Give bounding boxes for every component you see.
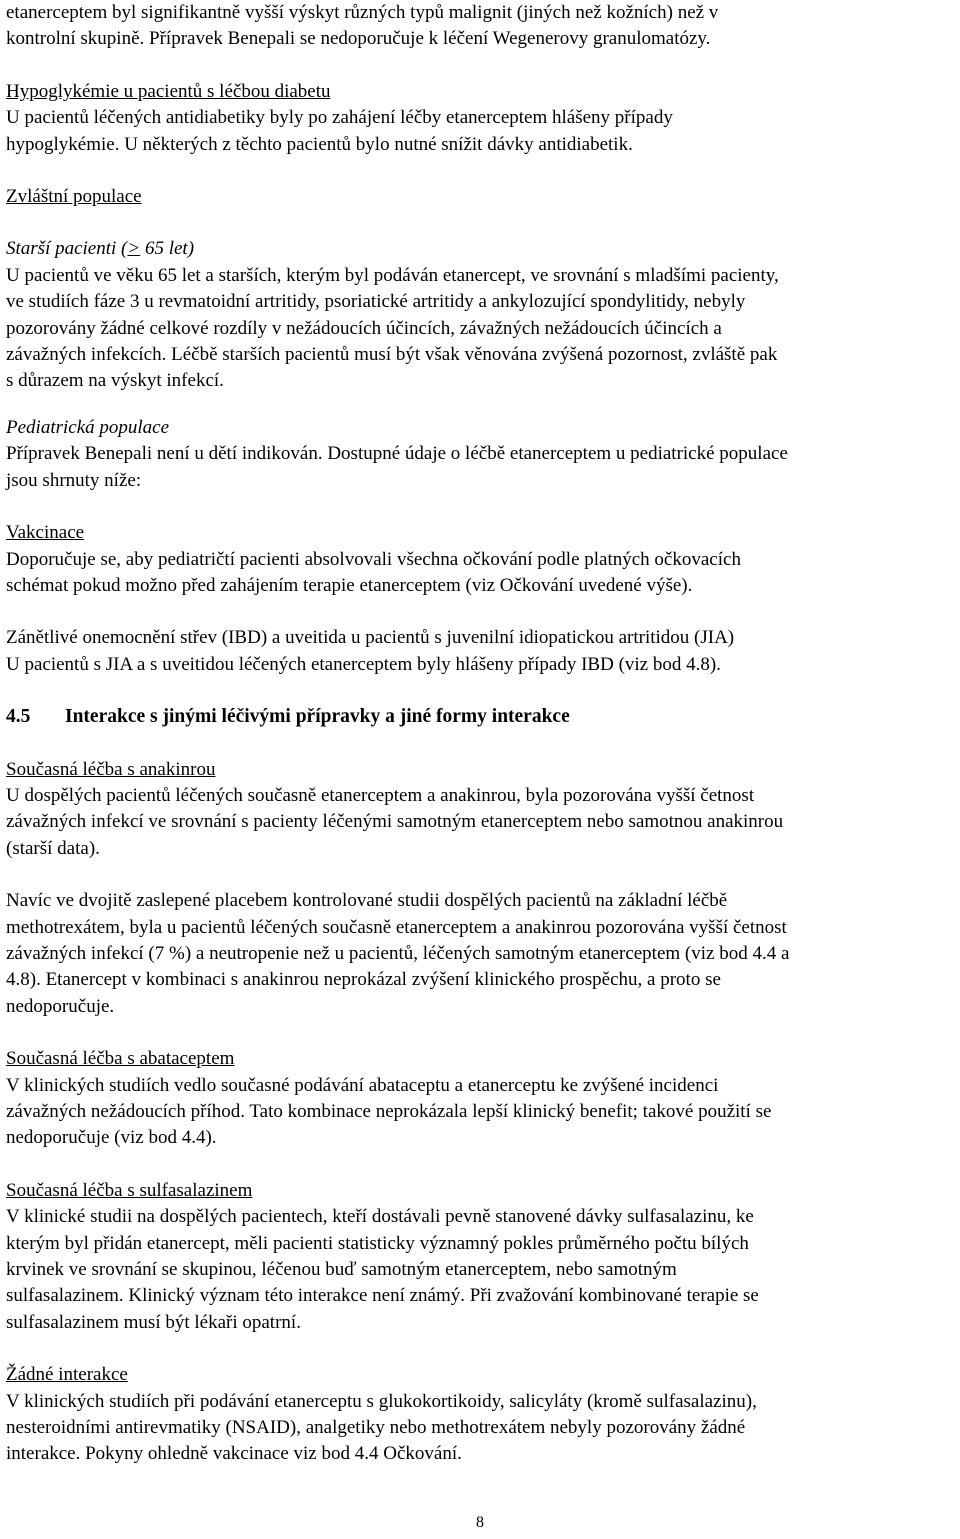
text-line: závažných infekcí ve srovnání s pacienty léčenými samotným etanerceptem nebo samotnou anakinrou bbox=[6, 811, 784, 833]
text-line: U pacientů s JIA a s uveitidou léčených etanerceptem byly hlášeny případy IBD (viz bod 4.8). bbox=[6, 653, 721, 675]
text-line: nedoporučuje (viz bod 4.4). bbox=[6, 1127, 217, 1149]
pediatric-section bbox=[6, 415, 956, 494]
text-line: V klinické studii na dospělých pacientech, kteří dostávali pevně stanovené dávky sulfasalazinu, ke bbox=[6, 1206, 754, 1228]
elderly-section bbox=[6, 236, 956, 394]
ibd-section bbox=[6, 625, 956, 678]
sulfasalazine-section bbox=[6, 1178, 956, 1336]
section-4-5-heading bbox=[6, 704, 956, 730]
text-line: krvinek ve srovnání se skupinou, léčenou buď samotným etanerceptem, nebo samotným bbox=[6, 1259, 677, 1281]
intro-paragraph bbox=[6, 0, 956, 53]
text-line: závažných nežádoucích příhod. Tato kombinace neprokázala lepší klinický benefit; takové použití se bbox=[6, 1101, 772, 1122]
text-line: U pacientů léčených antidiabetiky byly po zahájení léčby etanerceptem hlášeny případy bbox=[6, 107, 673, 129]
document-page bbox=[6, 0, 956, 1468]
abatacept-section bbox=[6, 1046, 956, 1152]
text-line: Doporučuje se, aby pediatričtí pacienti absolvovali všechna očkování podle platných očkovacích bbox=[6, 548, 741, 570]
text-line: nedoporučuje. bbox=[6, 995, 115, 1017]
text-line: závažných infekcích. Léčbě starších pacientů musí být však věnována zvýšená pozornost, zvláště pak bbox=[6, 344, 778, 366]
text-line: Přípravek Benepali není u dětí indikován. Dostupné údaje o léčbě etanerceptem u pediatrické populace bbox=[6, 443, 788, 465]
text-line: V klinických studiích při podávání etanerceptu s glukokortikoidy, salicyláty (kromě sulfasalazinu), bbox=[6, 1390, 757, 1412]
text-line: kterým byl přidán etanercept, měli pacienti statisticky významný pokles průměrného počtu bílých bbox=[6, 1232, 749, 1254]
section-number: 4.5 bbox=[6, 706, 31, 728]
text-line: jsou shrnuty níže: bbox=[6, 469, 142, 491]
text-line: sulfasalazinem musí být lékaři opatrní. bbox=[6, 1311, 301, 1333]
text-line: ve studiích fáze 3 u revmatoidní artritidy, psoriatické artritidy a ankylozující spondylitidy, nebyly bbox=[6, 291, 746, 313]
text-line: sulfasalazinem. Klinický význam této interakce není známý. Při zvažování kombinované terapie se bbox=[6, 1285, 759, 1307]
text-line: 4.8). Etanercept v kombinaci s anakinrou neprokázal zvýšení klinického prospěchu, a proto se bbox=[6, 969, 721, 991]
text-line: schémat pokud možno před zahájením terapie etanerceptem (viz Očkování uvedené výše). bbox=[6, 574, 693, 596]
text-line: závažných infekcí (7 %) a neutropenie než u pacientů, léčených samotným etanerceptem (viz bod 4.4 a bbox=[6, 942, 790, 964]
sulfasalazine-heading: Současná léčba s sulfasalazinem bbox=[6, 1179, 253, 1201]
text-line: V klinických studiích vedlo současné podávání abataceptu a etanerceptu ke zvýšené incidenci bbox=[6, 1074, 719, 1096]
section-title: Interakce s jinými léčivými přípravky a jiné formy interakce bbox=[65, 706, 570, 728]
anakinra-section bbox=[6, 757, 956, 863]
anakinra-paragraph-2 bbox=[6, 888, 956, 1020]
pediatric-heading: Pediatrická populace bbox=[6, 416, 170, 438]
elderly-heading: Starší pacienti (> 65 let) bbox=[6, 238, 195, 260]
text-line: s důrazem na výskyt infekcí. bbox=[6, 370, 224, 392]
text-line: U pacientů ve věku 65 let a starších, kterým byl podáván etanercept, ve srovnání s mladšími pacienty, bbox=[6, 264, 779, 286]
text-line: etanerceptem byl signifikantně vyšší výskyt různých typů malignit (jiných než kožních) než v bbox=[6, 2, 719, 23]
hypoglycemia-heading: Hypoglykémie u pacientů s léčbou diabetu bbox=[6, 80, 331, 102]
vaccination-heading: Vakcinace bbox=[6, 522, 85, 544]
page-number: 8 bbox=[476, 1514, 484, 1531]
text-line: methotrexátem, byla u pacientů léčených současně etanerceptem a anakinrou pozorována vyšší četnost bbox=[6, 916, 787, 938]
vaccination-section bbox=[6, 520, 956, 599]
text-line: interakce. Pokyny ohledně vakcinace viz bod 4.4 Očkování. bbox=[6, 1443, 462, 1465]
special-populations-heading-block bbox=[6, 184, 956, 210]
text-line: nesteroidními antirevmatiky (NSAID), analgetiky nebo methotrexátem nebyly pozorovány žádné bbox=[6, 1417, 746, 1439]
text-line: kontrolní skupině. Přípravek Benepali se nedoporučuje k léčení Wegenerovy granulomatózy. bbox=[6, 28, 711, 50]
no-interactions-heading: Žádné interakce bbox=[6, 1364, 128, 1386]
text-line: (starší data). bbox=[6, 837, 100, 859]
anakinra-heading: Současná léčba s anakinrou bbox=[6, 758, 216, 780]
abatacept-heading: Současná léčba s abataceptem bbox=[6, 1048, 235, 1070]
special-populations-heading: Zvláštní populace bbox=[6, 186, 142, 208]
no-interactions-section bbox=[6, 1362, 956, 1468]
text-line: hypoglykémie. U některých z těchto pacientů bylo nutné snížit dávky antidiabetik. bbox=[6, 133, 633, 155]
text-line: Navíc ve dvojitě zaslepené placebem kontrolované studii dospělých pacientů na základní léčbě bbox=[6, 890, 728, 912]
text-line: U dospělých pacientů léčených současně etanerceptem a anakinrou, byla pozorována vyšší četnost bbox=[6, 784, 755, 806]
text-line: Zánětlivé onemocnění střev (IBD) a uveitida u pacientů s juvenilní idiopatickou artritidou (JIA) bbox=[6, 627, 735, 649]
text-line: pozorovány žádné celkové rozdíly v nežádoucích účincích, závažných nežádoucích účincích a bbox=[6, 317, 722, 339]
hypoglycemia-section bbox=[6, 79, 956, 158]
